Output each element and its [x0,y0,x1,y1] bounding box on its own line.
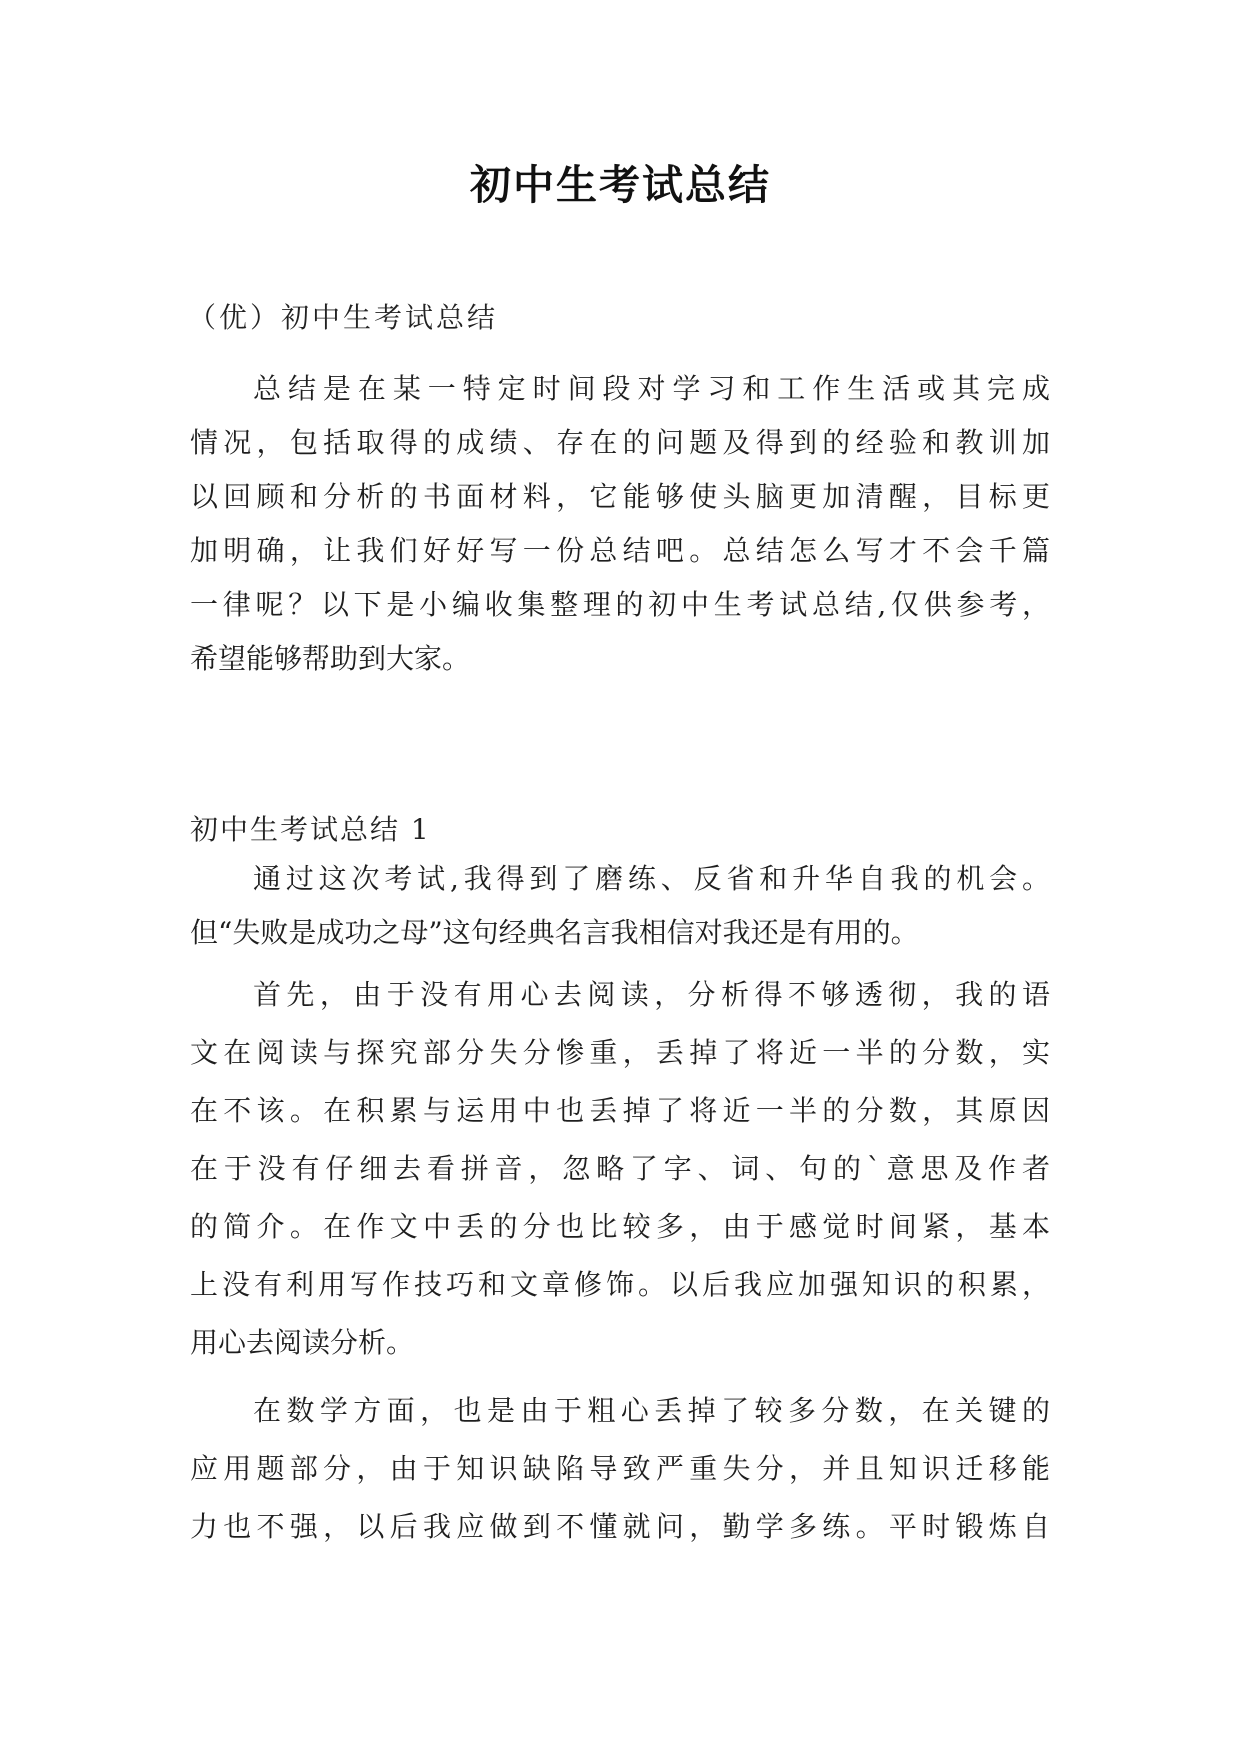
paragraph-line: 首先，由于没有用心去阅读，分析得不够透彻，我的语 [253,978,1050,1011]
intro-line: 以回顾和分析的书面材料，它能够使头脑更加清醒，目标更 [190,480,1050,513]
intro-line: 加明确，让我们好好写一份总结吧。总结怎么写才不会千篇 [190,534,1050,567]
paragraph-line: 通过这次考试,我得到了磨练、反省和升华自我的机会。 [253,862,1050,895]
paragraph-line: 应用题部分，由于知识缺陷导致严重失分，并且知识迁移能 [190,1452,1050,1485]
paragraph-line: 但“失败是成功之母”这句经典名言我相信对我还是有用的。 [190,916,919,949]
paragraph-line: 在不该。在积累与运用中也丢掉了将近一半的分数，其原因 [190,1094,1050,1127]
paragraph-line: 的简介。在作文中丢的分也比较多，由于感觉时间紧，基本 [190,1210,1050,1243]
paragraph-line: 在于没有仔细去看拼音，忽略了字、词、句的`意思及作者 [190,1152,1050,1185]
document-subtitle: （优）初中生考试总结 [188,301,499,334]
intro-line: 希望能够帮助到大家。 [190,642,471,675]
paragraph-line: 用心去阅读分析。 [190,1326,415,1359]
paragraph-line: 文在阅读与探究部分失分惨重，丢掉了将近一半的分数，实 [190,1036,1050,1069]
paragraph-line: 上没有利用写作技巧和文章修饰。以后我应加强知识的积累， [190,1268,1050,1301]
document-title: 初中生考试总结 [470,161,771,209]
paragraph-line: 在数学方面，也是由于粗心丢掉了较多分数，在关键的 [253,1394,1050,1427]
section-heading: 初中生考试总结 1 [190,813,431,846]
paragraph-line: 力也不强，以后我应做到不懂就问，勤学多练。平时锻炼自 [190,1510,1050,1543]
intro-line: 一律呢？以下是小编收集整理的初中生考试总结,仅供参考， [190,588,1050,621]
intro-line: 情况，包括取得的成绩、存在的问题及得到的经验和教训加 [190,426,1050,459]
intro-line: 总结是在某一特定时间段对学习和工作生活或其完成 [253,372,1050,405]
